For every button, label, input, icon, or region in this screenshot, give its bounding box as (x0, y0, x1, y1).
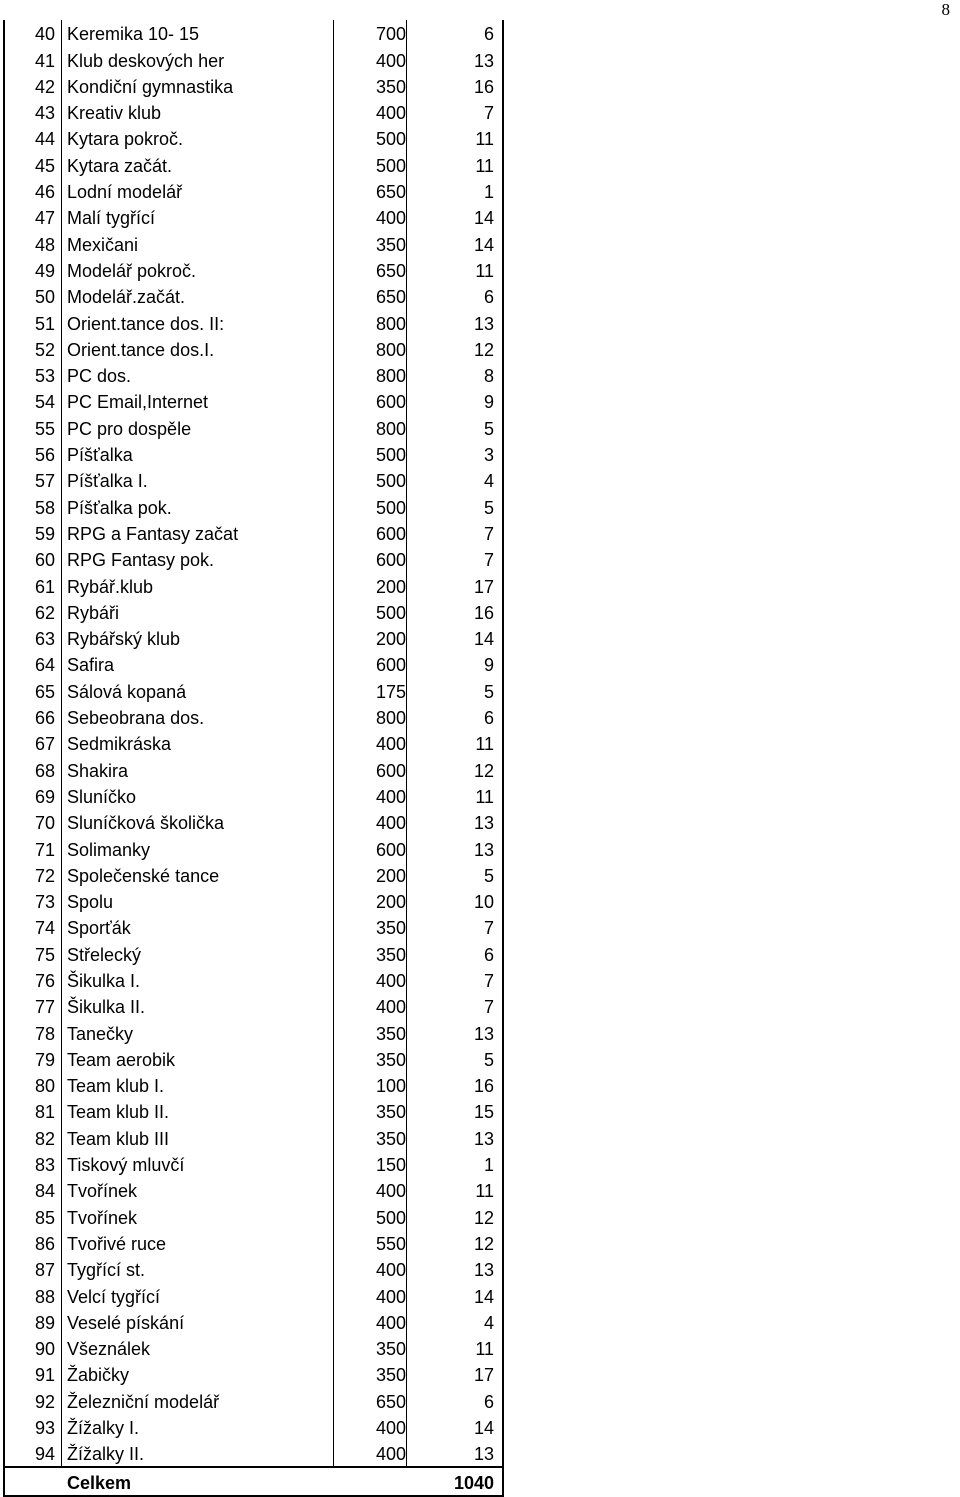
table-row (5, 914, 502, 940)
row-number: 92 (5, 1387, 62, 1413)
course-name: Sálová kopaná (62, 677, 334, 703)
row-number: 65 (5, 677, 62, 703)
participant-count: 6 (483, 708, 494, 729)
participant-count: 11 (475, 1181, 494, 1202)
total-spacer (5, 1468, 62, 1495)
participant-count: 16 (473, 1076, 494, 1097)
course-price: 500 (334, 493, 407, 519)
row-number: 61 (5, 572, 62, 598)
table-row (5, 809, 502, 835)
course-name: Rybářský klub (62, 625, 334, 651)
table-row (5, 1361, 502, 1387)
course-name: Píšťalka pok. (62, 493, 334, 519)
table-row (5, 967, 502, 993)
row-number: 64 (5, 651, 62, 677)
row-number: 78 (5, 1019, 62, 1045)
table-row (5, 730, 502, 756)
table-row (5, 204, 502, 230)
course-price: 350 (334, 940, 407, 966)
table-row (5, 1046, 502, 1072)
course-name: Tvořínek (62, 1203, 334, 1229)
participant-count: 7 (483, 103, 494, 124)
course-name: Píšťalka (62, 441, 334, 467)
row-number: 63 (5, 625, 62, 651)
participant-count: 11 (475, 786, 494, 807)
participant-count: 1 (483, 1155, 494, 1176)
row-number: 71 (5, 835, 62, 861)
table-row (5, 756, 502, 782)
table-row (5, 651, 502, 677)
participant-count: 7 (483, 970, 494, 991)
participant-count: 5 (483, 497, 494, 518)
table-row (5, 493, 502, 519)
table-row (5, 125, 502, 151)
table-row (5, 230, 502, 256)
course-price: 800 (334, 704, 407, 730)
table-row (5, 677, 502, 703)
table-row (5, 520, 502, 546)
course-name: Sedmikráska (62, 730, 334, 756)
course-name: Kytara začát. (62, 151, 334, 177)
table-row (5, 283, 502, 309)
course-price: 650 (334, 283, 407, 309)
course-price: 500 (334, 599, 407, 625)
participant-count: 14 (473, 1286, 494, 1307)
participant-count: 17 (473, 576, 494, 597)
participant-count: 14 (473, 1418, 494, 1439)
participant-count: 13 (473, 1023, 494, 1044)
course-price: 800 (334, 309, 407, 335)
table-row (5, 178, 502, 204)
row-number: 58 (5, 493, 62, 519)
table-row (5, 46, 502, 72)
row-number: 88 (5, 1282, 62, 1308)
course-name: Klub deskových her (62, 46, 334, 72)
participant-count: 12 (473, 760, 494, 781)
table-row (5, 73, 502, 99)
total-label: Celkem (67, 1473, 132, 1494)
participant-count: 6 (483, 1391, 494, 1412)
participant-count: 13 (473, 1128, 494, 1149)
course-name: Malí tygřící (62, 204, 334, 230)
course-name: Kondiční gymnastika (62, 73, 334, 99)
course-price: 700 (334, 20, 407, 46)
total-value: 1040 (453, 1473, 494, 1494)
course-price: 500 (334, 125, 407, 151)
table-row (5, 1124, 502, 1150)
table-row (5, 1072, 502, 1098)
course-name: Solimanky (62, 835, 334, 861)
row-number: 67 (5, 730, 62, 756)
course-name: PC Email,Internet (62, 388, 334, 414)
row-number: 93 (5, 1414, 62, 1440)
row-number: 60 (5, 546, 62, 572)
table-row (5, 862, 502, 888)
course-name: Modelář.začát. (62, 283, 334, 309)
course-price: 350 (334, 73, 407, 99)
table-row (5, 336, 502, 362)
course-name: Žížalky II. (62, 1440, 334, 1466)
course-price: 400 (334, 1440, 407, 1466)
course-name: Šikulka I. (62, 967, 334, 993)
course-name: Tygřící st. (62, 1256, 334, 1282)
course-name: Kreativ klub (62, 99, 334, 125)
row-number: 54 (5, 388, 62, 414)
course-name: Sluníčková školička (62, 809, 334, 835)
course-price: 650 (334, 257, 407, 283)
table-row (5, 572, 502, 598)
table-row (5, 599, 502, 625)
table-row (5, 362, 502, 388)
row-number: 94 (5, 1440, 62, 1466)
course-price: 600 (334, 835, 407, 861)
course-price: 200 (334, 888, 407, 914)
participant-count: 5 (483, 865, 494, 886)
row-number: 57 (5, 467, 62, 493)
table-row (5, 388, 502, 414)
course-price: 350 (334, 1098, 407, 1124)
row-number: 47 (5, 204, 62, 230)
participant-count: 13 (473, 1260, 494, 1281)
course-name: Žížalky I. (62, 1414, 334, 1440)
course-price: 400 (334, 99, 407, 125)
table-row (5, 1335, 502, 1361)
course-price: 600 (334, 520, 407, 546)
course-name: Keremika 10- 15 (62, 20, 334, 46)
participant-count: 13 (473, 1444, 494, 1465)
participant-count: 12 (473, 339, 494, 360)
course-price: 350 (334, 914, 407, 940)
table-row (5, 993, 502, 1019)
row-number: 86 (5, 1230, 62, 1256)
course-price: 400 (334, 46, 407, 72)
course-name: Společenské tance (62, 862, 334, 888)
course-name: Veselé pískání (62, 1309, 334, 1335)
course-name: Všeználek (62, 1335, 334, 1361)
course-name: Kytara pokroč. (62, 125, 334, 151)
participant-count: 14 (473, 208, 494, 229)
course-name: Tanečky (62, 1019, 334, 1045)
course-price: 800 (334, 414, 407, 440)
course-name: Tiskový mluvčí (62, 1151, 334, 1177)
course-name: Šikulka II. (62, 993, 334, 1019)
row-number: 75 (5, 940, 62, 966)
course-price: 400 (334, 1282, 407, 1308)
course-name: Sebeobrana dos. (62, 704, 334, 730)
course-name: Tvořivé ruce (62, 1230, 334, 1256)
course-name: Team klub I. (62, 1072, 334, 1098)
row-number: 41 (5, 46, 62, 72)
course-price: 400 (334, 1177, 407, 1203)
row-number: 85 (5, 1203, 62, 1229)
participant-count: 11 (475, 155, 494, 176)
row-number: 59 (5, 520, 62, 546)
course-price: 600 (334, 651, 407, 677)
participant-count: 13 (473, 50, 494, 71)
row-number: 44 (5, 125, 62, 151)
course-price: 400 (334, 1414, 407, 1440)
participant-count: 11 (475, 734, 494, 755)
total-row (5, 1466, 502, 1495)
row-number: 91 (5, 1361, 62, 1387)
participant-count: 1 (483, 182, 494, 203)
course-price: 800 (334, 362, 407, 388)
row-number: 82 (5, 1124, 62, 1150)
course-price: 200 (334, 862, 407, 888)
table-row (5, 1203, 502, 1229)
row-number: 51 (5, 309, 62, 335)
course-price: 400 (334, 993, 407, 1019)
course-price: 550 (334, 1230, 407, 1256)
row-number: 68 (5, 756, 62, 782)
course-price: 400 (334, 1256, 407, 1282)
participant-count: 14 (473, 629, 494, 650)
row-number: 72 (5, 862, 62, 888)
participant-count: 7 (483, 997, 494, 1018)
course-name: RPG Fantasy pok. (62, 546, 334, 572)
table-row (5, 1440, 502, 1466)
course-name: Orient.tance dos. II: (62, 309, 334, 335)
participant-count: 10 (473, 892, 494, 913)
row-number: 84 (5, 1177, 62, 1203)
table-row (5, 1282, 502, 1308)
participant-count: 3 (483, 445, 494, 466)
course-price: 400 (334, 809, 407, 835)
row-number: 90 (5, 1335, 62, 1361)
table-row (5, 467, 502, 493)
course-price: 350 (334, 1361, 407, 1387)
table-row (5, 625, 502, 651)
participant-count: 4 (483, 471, 494, 492)
row-number: 55 (5, 414, 62, 440)
row-number: 52 (5, 336, 62, 362)
row-number: 76 (5, 967, 62, 993)
row-number: 53 (5, 362, 62, 388)
course-name: RPG a Fantasy začat (62, 520, 334, 546)
course-price: 350 (334, 1124, 407, 1150)
course-price: 500 (334, 467, 407, 493)
course-price: 350 (334, 1335, 407, 1361)
course-price: 350 (334, 1046, 407, 1072)
table-row (5, 151, 502, 177)
row-number: 46 (5, 178, 62, 204)
course-price: 200 (334, 572, 407, 598)
course-name: Sporťák (62, 914, 334, 940)
course-price: 650 (334, 178, 407, 204)
course-name: Shakira (62, 756, 334, 782)
participant-count: 13 (473, 839, 494, 860)
row-number: 56 (5, 441, 62, 467)
table-row (5, 1309, 502, 1335)
course-name: Rybáři (62, 599, 334, 625)
participant-count: 11 (475, 1339, 494, 1360)
table-row (5, 99, 502, 125)
table-row (5, 1151, 502, 1177)
row-number: 77 (5, 993, 62, 1019)
participant-count: 11 (475, 129, 494, 150)
participant-count: 6 (483, 944, 494, 965)
row-number: 62 (5, 599, 62, 625)
participant-count: 5 (483, 681, 494, 702)
course-name: Tvořínek (62, 1177, 334, 1203)
participant-count: 7 (483, 550, 494, 571)
course-price: 350 (334, 1019, 407, 1045)
table-row (5, 783, 502, 809)
row-number: 42 (5, 73, 62, 99)
course-name: Orient.tance dos.I. (62, 336, 334, 362)
course-price: 150 (334, 1151, 407, 1177)
row-number: 66 (5, 704, 62, 730)
participant-count: 6 (483, 24, 494, 45)
table-row (5, 1387, 502, 1413)
course-price: 400 (334, 783, 407, 809)
course-price: 500 (334, 441, 407, 467)
course-price: 600 (334, 388, 407, 414)
course-name: PC dos. (62, 362, 334, 388)
table-row (5, 835, 502, 861)
row-number: 45 (5, 151, 62, 177)
row-number: 79 (5, 1046, 62, 1072)
row-number: 69 (5, 783, 62, 809)
participant-count: 7 (483, 523, 494, 544)
course-price: 100 (334, 1072, 407, 1098)
course-name: Píšťalka I. (62, 467, 334, 493)
course-name: Team klub II. (62, 1098, 334, 1124)
participant-count: 13 (473, 313, 494, 334)
row-number: 81 (5, 1098, 62, 1124)
course-name: Železniční modelář (62, 1387, 334, 1413)
course-price: 200 (334, 625, 407, 651)
course-price: 400 (334, 730, 407, 756)
table-body (5, 20, 502, 1466)
course-name: Safira (62, 651, 334, 677)
row-number: 43 (5, 99, 62, 125)
table-row (5, 309, 502, 335)
table-row (5, 888, 502, 914)
row-number: 83 (5, 1151, 62, 1177)
table-row (5, 257, 502, 283)
table-row (5, 940, 502, 966)
table-row (5, 1230, 502, 1256)
total-spacer-price (334, 1468, 407, 1495)
participant-count: 17 (473, 1365, 494, 1386)
course-price: 600 (334, 546, 407, 572)
participant-count: 9 (483, 392, 494, 413)
participant-count: 16 (473, 76, 494, 97)
participant-count: 5 (483, 418, 494, 439)
participant-count: 9 (483, 655, 494, 676)
row-number: 70 (5, 809, 62, 835)
participant-count: 16 (473, 602, 494, 623)
row-number: 40 (5, 20, 62, 46)
course-name: Rybář.klub (62, 572, 334, 598)
course-price: 400 (334, 204, 407, 230)
participant-count: 6 (483, 287, 494, 308)
course-name: Mexičani (62, 230, 334, 256)
course-price: 600 (334, 756, 407, 782)
table-row (5, 546, 502, 572)
course-price: 350 (334, 230, 407, 256)
row-number: 80 (5, 1072, 62, 1098)
course-name: Modelář pokroč. (62, 257, 334, 283)
course-name: Sluníčko (62, 783, 334, 809)
participant-count: 12 (473, 1207, 494, 1228)
participant-count: 8 (483, 366, 494, 387)
participant-count: 15 (473, 1102, 494, 1123)
participant-count: 14 (473, 234, 494, 255)
course-price: 500 (334, 1203, 407, 1229)
course-name: Velcí tygřící (62, 1282, 334, 1308)
row-number: 74 (5, 914, 62, 940)
course-table (3, 20, 504, 1497)
course-name: Žabičky (62, 1361, 334, 1387)
course-name: Team aerobik (62, 1046, 334, 1072)
course-price: 800 (334, 336, 407, 362)
participant-count: 7 (483, 918, 494, 939)
course-price: 400 (334, 967, 407, 993)
participant-count: 4 (483, 1312, 494, 1333)
page-number: 8 (941, 0, 950, 19)
row-number: 50 (5, 283, 62, 309)
table-row (5, 1414, 502, 1440)
course-price: 500 (334, 151, 407, 177)
row-number: 49 (5, 257, 62, 283)
row-number: 87 (5, 1256, 62, 1282)
table-row (5, 20, 502, 46)
row-number: 73 (5, 888, 62, 914)
course-price: 400 (334, 1309, 407, 1335)
table-row (5, 441, 502, 467)
participant-count: 12 (473, 1233, 494, 1254)
row-number: 89 (5, 1309, 62, 1335)
table-row (5, 1256, 502, 1282)
row-number: 48 (5, 230, 62, 256)
course-name: Střelecký (62, 940, 334, 966)
participant-count: 5 (483, 1049, 494, 1070)
course-name: Lodní modelář (62, 178, 334, 204)
table-row (5, 414, 502, 440)
table-row (5, 1098, 502, 1124)
course-price: 175 (334, 677, 407, 703)
participant-count: 13 (473, 813, 494, 834)
course-name: Spolu (62, 888, 334, 914)
table-row (5, 1019, 502, 1045)
table-row (5, 704, 502, 730)
course-name: PC pro dospěle (62, 414, 334, 440)
course-price: 650 (334, 1387, 407, 1413)
table-row (5, 1177, 502, 1203)
course-name: Team klub III (62, 1124, 334, 1150)
participant-count: 11 (475, 260, 494, 281)
